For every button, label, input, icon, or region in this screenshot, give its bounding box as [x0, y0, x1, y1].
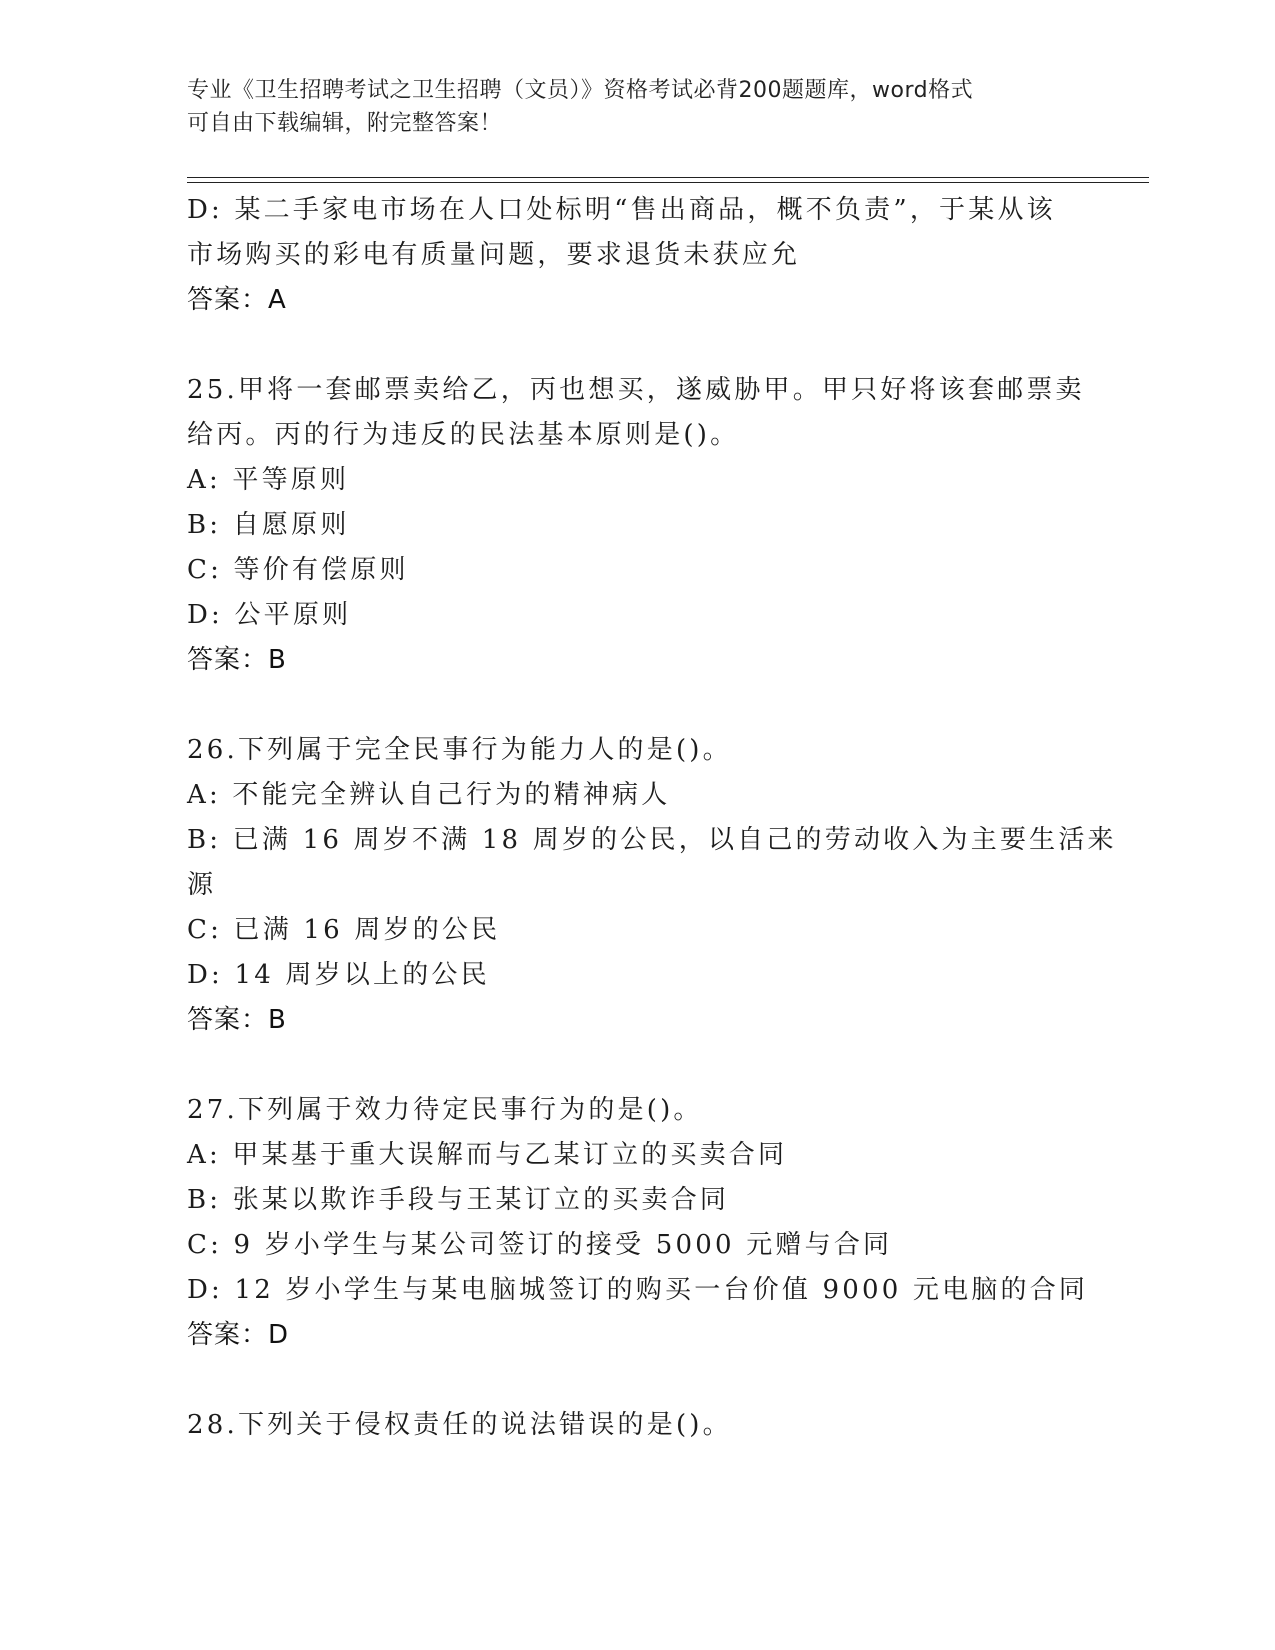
- option-d: D: 12 岁小学生与某电脑城签订的购买一台价值 9000 元电脑的合同: [187, 1275, 1089, 1305]
- answer: 答案：A: [187, 285, 287, 315]
- question-list: [187, 188, 1117, 1448]
- option-b: B: 张某以欺诈手段与王某订立的买卖合同: [187, 1185, 730, 1215]
- spacer: [187, 1043, 1087, 1088]
- question-continued: [187, 188, 1087, 323]
- page-header: [187, 74, 1087, 140]
- option-c: C: 9 岁小学生与某公司签订的接受 5000 元赠与合同: [187, 1230, 893, 1260]
- answer: 答案：D: [187, 1320, 290, 1350]
- option-c: C: 已满 16 周岁的公民: [187, 915, 501, 945]
- spacer: [187, 323, 1087, 368]
- header-rule-bottom: [187, 182, 1149, 183]
- spacer: [187, 683, 1087, 728]
- option-a: A: 平等原则: [187, 465, 350, 495]
- header-title-line-1: 专业《卫生招聘考试之卫生招聘（文员）》资格考试必背200题题库，word格式: [187, 78, 974, 103]
- question-28: [187, 1403, 1087, 1448]
- header-title-line-2: 可自由下载编辑，附完整答案！: [187, 111, 503, 136]
- question-stem: 25.甲将一套邮票卖给乙，丙也想买，遂威胁甲。甲只好将该套邮票卖: [187, 375, 1085, 405]
- question-25: [187, 368, 1087, 683]
- option-a: A: 甲某基于重大误解而与乙某订立的买卖合同: [187, 1140, 788, 1170]
- answer: 答案：B: [187, 645, 287, 675]
- question-stem: 26.下列属于完全民事行为能力人的是()。: [187, 735, 732, 765]
- option-b: B: 已满 16 周岁不满 18 周岁的公民，以自己的劳动收入为主要生活来: [187, 825, 1117, 855]
- question-stem-continued: 给丙。丙的行为违反的民法基本原则是()。: [187, 420, 740, 450]
- option-a: A: 不能完全辨认自己行为的精神病人: [187, 780, 671, 810]
- spacer: [187, 1358, 1087, 1403]
- question-27: [187, 1088, 1087, 1358]
- answer: 答案：B: [187, 1005, 287, 1035]
- question-stem: 27.下列属于效力待定民事行为的是()。: [187, 1095, 703, 1125]
- option-b: B: 自愿原则: [187, 510, 350, 540]
- option-d: D: 公平原则: [187, 600, 352, 630]
- question-stem: 28.下列关于侵权责任的说法错误的是()。: [187, 1410, 732, 1440]
- option-d: D: 14 周岁以上的公民: [187, 960, 490, 990]
- option-d-continued: 市场购买的彩电有质量问题，要求退货未获应允: [187, 240, 801, 270]
- option-c: C: 等价有偿原则: [187, 555, 409, 585]
- option-b-continued: 源: [187, 870, 217, 900]
- header-rule-top: [187, 177, 1149, 178]
- option-d: D: 某二手家电市场在人口处标明“售出商品，概不负责”，于某从该: [187, 195, 1056, 225]
- question-26: [187, 728, 1117, 1043]
